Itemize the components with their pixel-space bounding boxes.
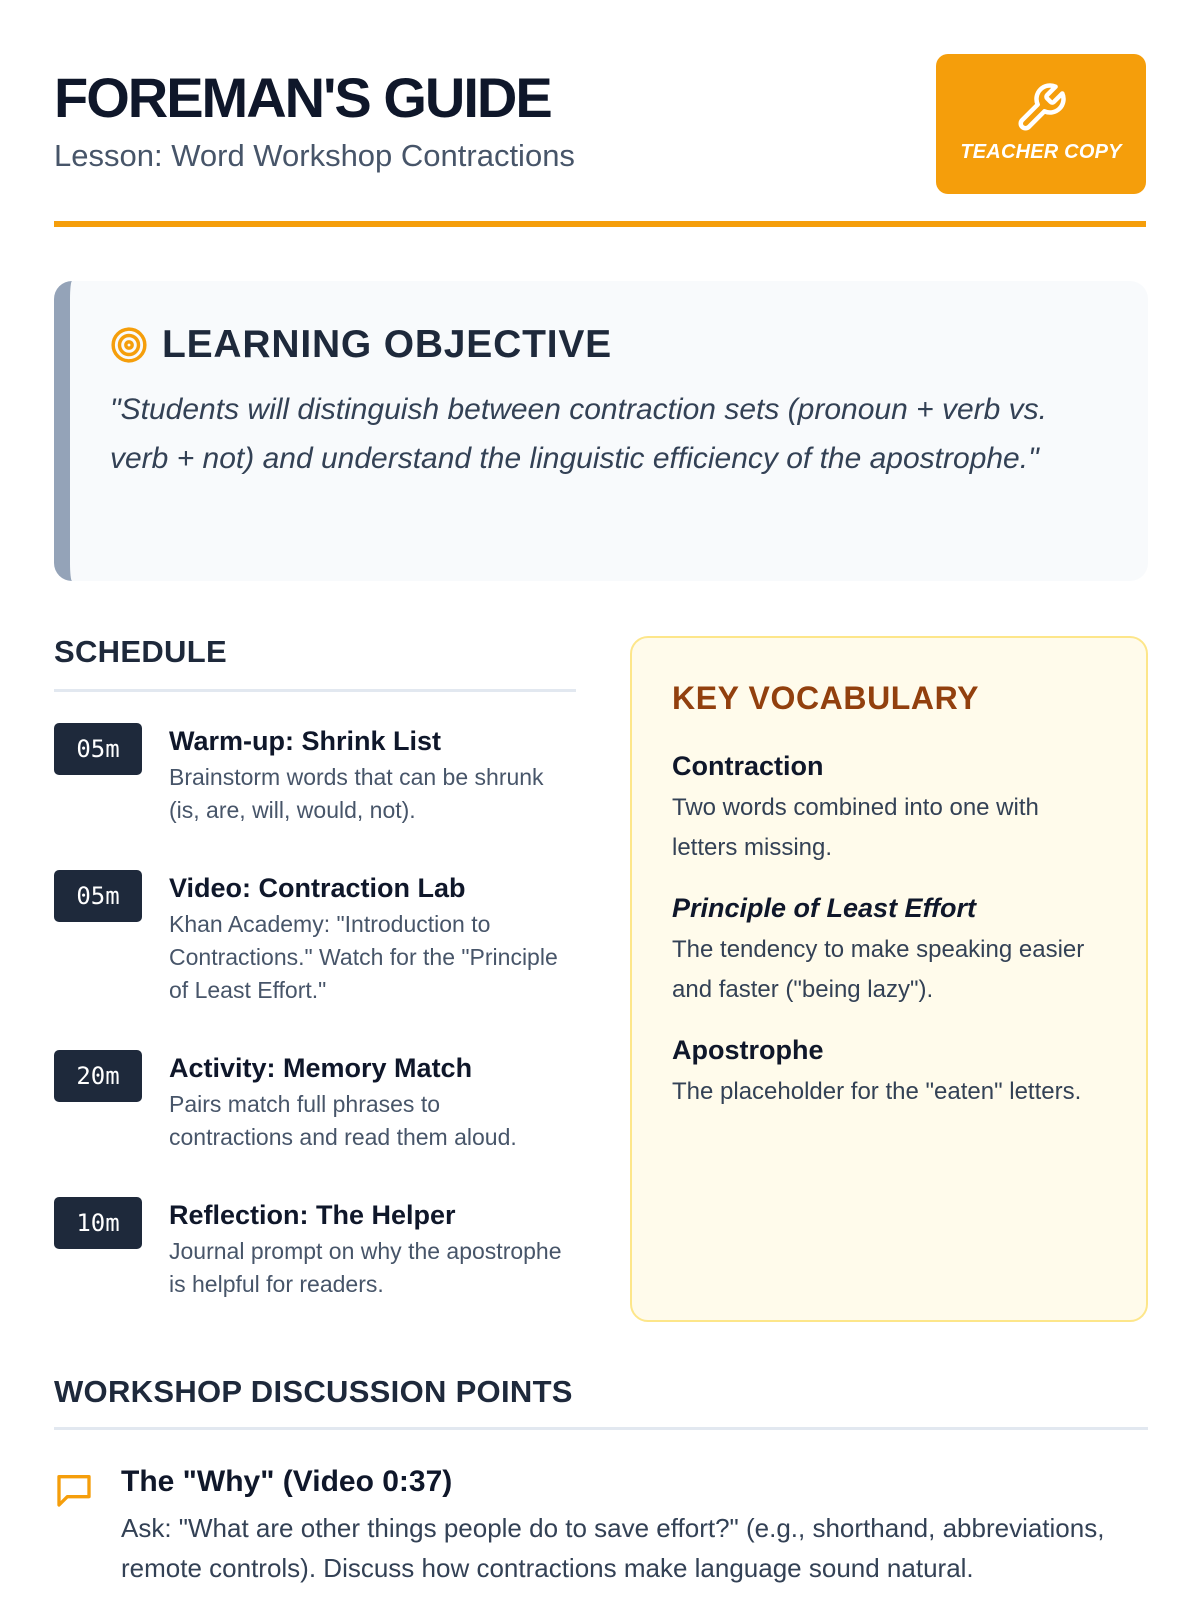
vocabulary-entry xyxy=(672,892,1106,1010)
discussion-point-desc: Ask: "What are other things people do to save effort?" (e.g., shorthand, abbreviations, remote controls). Discuss how contractions make language sound natural. xyxy=(121,1513,1105,1583)
vocabulary-definition: The placeholder for the "eaten" letters. xyxy=(672,1078,1082,1105)
schedule-item-desc: Pairs match full phrases to contractions and read them aloud. xyxy=(169,1091,517,1150)
schedule-item-desc: Brainstorm words that can be shrunk (is, are, will, would, not). xyxy=(169,764,544,823)
lesson-subtitle: Lesson: Word Workshop Contractions xyxy=(54,138,575,173)
vocabulary-term: Principle of Least Effort xyxy=(672,893,977,923)
schedule-item-desc: Journal prompt on why the apostrophe is helpful for readers. xyxy=(169,1238,562,1297)
schedule-item-text xyxy=(169,872,569,1007)
objective-heading xyxy=(110,323,1108,367)
objective-title: LEARNING OBJECTIVE xyxy=(162,323,612,366)
badge-label: TEACHER COPY xyxy=(960,140,1122,163)
vocabulary-title: KEY VOCABULARY xyxy=(672,680,980,716)
time-badge: 10m xyxy=(54,1197,142,1249)
objective-text: "Students will distinguish between contraction sets (pronoun + verb vs. verb + not) and understand the linguistic efficiency of the apostrophe." xyxy=(110,393,1047,475)
discussion-title: WORKSHOP DISCUSSION POINTS xyxy=(54,1376,1148,1430)
schedule-title: SCHEDULE xyxy=(54,636,576,692)
learning-objective-card xyxy=(54,281,1148,581)
schedule-section xyxy=(54,634,576,1297)
schedule-item-title: Warm-up: Shrink List xyxy=(169,726,442,756)
vocabulary-definition: Two words combined into one with letters missing. xyxy=(672,794,1039,861)
schedule-item-title: Reflection: The Helper xyxy=(169,1200,456,1230)
discussion-section xyxy=(54,1376,1148,1588)
discussion-point-title: The "Why" (Video 0:37) xyxy=(121,1465,453,1498)
schedule-item-title: Video: Contraction Lab xyxy=(169,873,466,903)
vocabulary-entry xyxy=(672,750,1106,868)
vocabulary-term: Apostrophe xyxy=(672,1035,824,1065)
wrench-icon xyxy=(1014,81,1068,135)
target-icon xyxy=(110,326,148,364)
schedule-item-text xyxy=(169,1199,569,1301)
time-badge: 05m xyxy=(54,723,142,775)
schedule-item-desc: Khan Academy: "Introduction to Contractions." Watch for the "Principle of Least Effort." xyxy=(169,911,558,1003)
schedule-item-text xyxy=(169,725,569,827)
schedule-item-title: Activity: Memory Match xyxy=(169,1053,473,1083)
vocabulary-entry xyxy=(672,1034,1106,1112)
speech-bubble-icon xyxy=(54,1470,94,1510)
vocabulary-definition: The tendency to make speaking easier and faster ("being lazy"). xyxy=(672,936,1085,1003)
schedule-item-text xyxy=(169,1052,569,1154)
time-badge: 20m xyxy=(54,1050,142,1102)
discussion-point xyxy=(54,1464,1148,1588)
teacher-copy-badge xyxy=(936,54,1146,194)
key-vocabulary-card xyxy=(630,636,1148,1322)
document-title: FOREMAN'S GUIDE xyxy=(54,66,551,129)
vocabulary-term: Contraction xyxy=(672,751,824,781)
document-header xyxy=(54,0,1146,227)
time-badge: 05m xyxy=(54,870,142,922)
